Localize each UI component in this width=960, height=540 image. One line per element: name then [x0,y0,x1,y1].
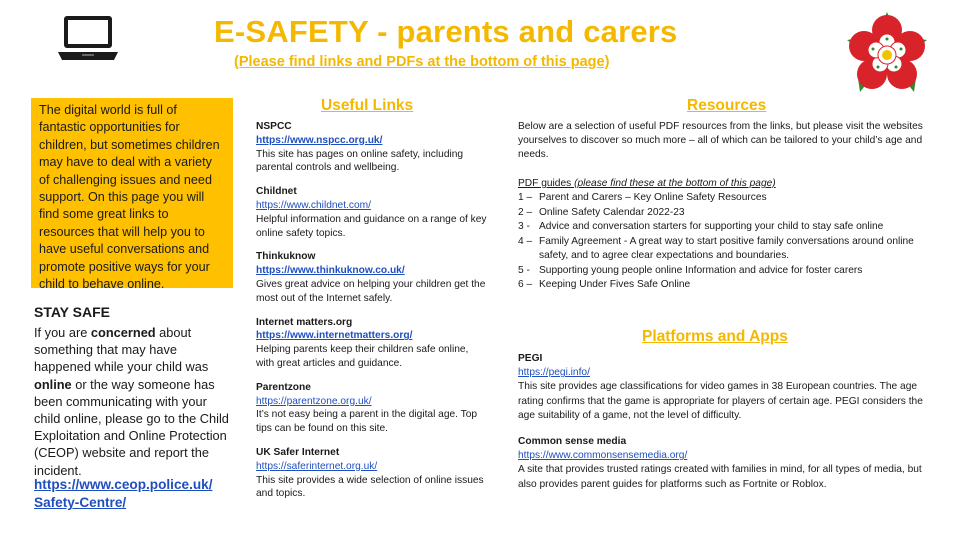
link-item-uk-safer-internet [256,446,488,501]
useful-links-list [256,120,488,511]
resources-intro: Below are a selection of useful PDF resources from the links, but please visit the websites yourselves to discover so much more – all of which can be tailored to your child’s age and needs. [518,121,923,161]
nspcc-link[interactable]: https://www.nspcc.org.uk/ [256,134,383,146]
stay-safe-emphasis: concerned [90,325,156,340]
common-sense-media-link[interactable]: https://www.commonsensemedia.org/ [518,450,688,462]
link-item-childnet [256,185,488,240]
link-description: It’s not easy being a parent in the digital age. Top tips can be found on this site. [256,409,478,435]
link-name: Thinkuknow [256,251,316,263]
pegi-link[interactable]: https://pegi.info/ [518,367,590,379]
pdf-guides-label: PDF guides (please find these at the bottom of this page) [518,178,776,189]
link-description: Helping parents keep their children safe online, with great articles and guidance. [256,344,469,369]
parentzone-link[interactable]: https://parentzone.org.uk/ [256,395,372,407]
resources-heading: Resources [687,97,767,114]
pdf-guides-list [518,191,928,293]
platform-name: Common sense media [518,436,627,448]
platform-name: PEGI [518,353,543,364]
stay-safe-text: If you are concerned about something that may have happened while your child was online or the way someone has been communicating with your child online, please go to the Child Exploitation and Online Protection (CEOP) website and report the incident. [34,325,229,478]
pdf-guide-item: 6 – Keeping Under Fives Safe Online [518,279,691,290]
link-name: UK Safer Internet [256,446,340,458]
platforms-list [518,352,928,504]
tudor-rose-emblem [842,10,932,98]
platform-item-common-sense [518,435,928,492]
childnet-link[interactable]: https://www.childnet.com/ [256,199,371,211]
pdf-guide-item: 2 – Online Safety Calendar 2022-23 [518,206,685,218]
link-item-nspcc [256,120,488,175]
pdf-guide-item: 4 – Family Agreement - A great way to start positive family conversations around online safety, and to agree clear expectations and boundaries. [518,235,914,261]
useful-links-heading: Useful Links [321,97,414,114]
link-description: Gives great advice on helping your children get the most out of the Internet safely. [256,278,486,304]
link-description: This site provides a wide selection of online issues and topics. [256,474,484,500]
link-item-thinkuknow [256,250,488,305]
platform-item-pegi [518,352,928,423]
link-item-parentzone [256,381,488,436]
page-subtitle: (Please find links and PDFs at the bottom of this page) [234,54,610,70]
link-name: Internet matters.org [256,316,353,328]
link-name: Parentzone [256,381,311,393]
internet-matters-link[interactable]: https://www.internetmatters.org/ [256,330,413,342]
pdf-guide-item: 5 - Supporting young people online Information and advice for foster carers [518,264,863,276]
pdf-guide-item: 3 - Advice and conversation starters for supporting your child to stay safe online [518,221,884,232]
laptop-icon [56,12,120,64]
link-item-internet-matters [256,316,488,371]
ceop-link[interactable]: https://www.ceop.police.uk/ Safety-Centre/ [34,477,213,510]
platform-description: A site that provides trusted ratings created with families in mind, for all types of media, but also provides parent guides for platforms such as Fortnite or Roblox. [518,464,922,490]
stay-safe-emphasis: online [34,376,72,392]
page-title: E-SAFETY - parents and carers [214,14,678,49]
thinkuknow-link[interactable]: https://www.thinkuknow.co.uk/ [256,265,405,277]
safer-internet-link[interactable]: https://saferinternet.org.uk/ [256,460,378,472]
platforms-heading: Platforms and Apps [642,328,788,345]
link-name: Childnet [256,186,297,198]
intro-box: The digital world is full of fantastic opportunities for children, but sometimes children may have to deal with a variety of challenging issues and need support. On this page you will find some great links to resources that will help you to have useful conversations and promote positive ways for your child to behave online. [31,98,233,288]
link-description: Helpful information and guidance on a range of key online safety topics. [256,213,487,239]
link-description: This site has pages on online safety, including parental controls and wellbeing. [256,148,464,174]
link-name: NSPCC [256,121,292,132]
platform-description: This site provides age classifications for video games in 38 European countries. The age rating confirms that the game is appropriate for players of certain age. PEGI considers the age suitability of a game, not the level of difficulty. [518,381,923,421]
stay-safe-heading: STAY SAFE [34,304,110,320]
pdf-guide-item: 1 – Parent and Carers – Key Online Safety Resources [518,192,767,203]
